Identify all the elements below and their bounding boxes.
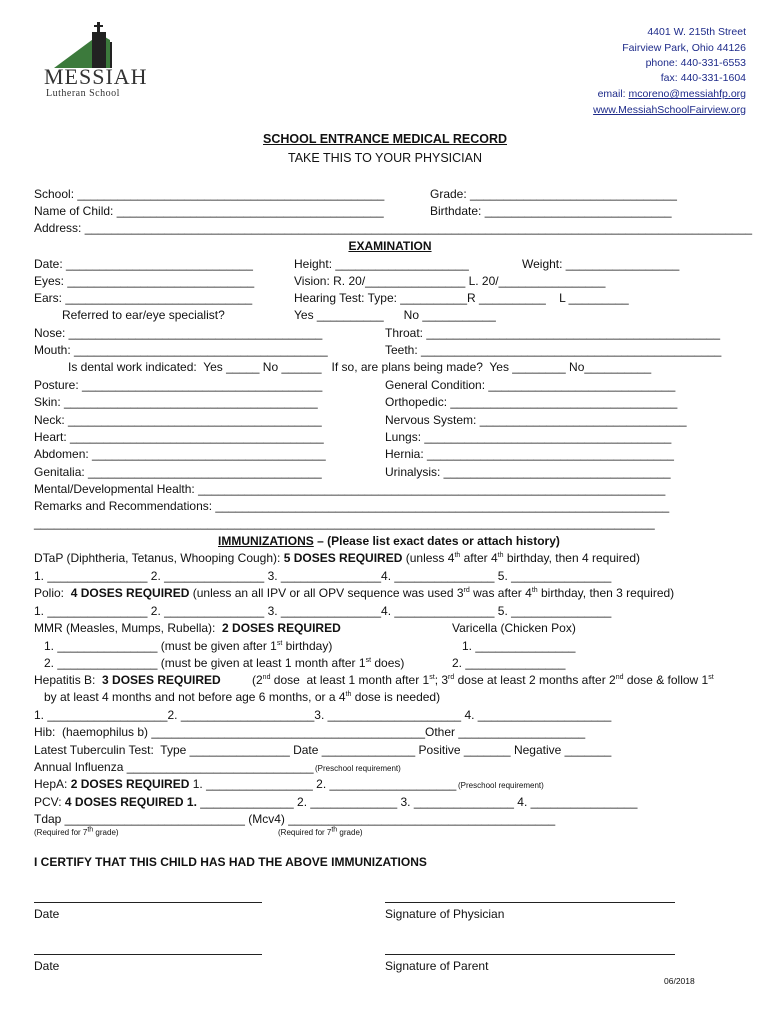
dtap-name: DTaP (Diphtheria, Tetanus, Whooping Cough): [34, 551, 284, 565]
genitalia-field[interactable]: Genitalia: ___________________________________ [34, 465, 322, 479]
mental-health-field[interactable]: Mental/Developmental Health: ______________________________________________________________________ [34, 482, 666, 496]
polio-note-1: (unless an all IPV or all OPV sequence was used 3 [189, 586, 464, 600]
sup-th: th [531, 587, 538, 594]
school-field[interactable]: School: ______________________________________________ [34, 187, 385, 201]
mmr-required: 2 DOSES REQUIRED [222, 621, 341, 635]
pcv-name: PCV: [34, 795, 65, 809]
req-7th-tdap [34, 826, 119, 837]
preschool-note-flu: (Preschool requirement) [315, 764, 401, 773]
hepa-required: 2 DOSES REQUIRED [70, 777, 190, 791]
dtap-required: 5 DOSES REQUIRED [283, 551, 403, 565]
logo-sub: Lutheran School [46, 88, 120, 99]
date-signature-line-2[interactable] [34, 954, 262, 955]
birthdate-field[interactable]: Birthdate: ____________________________ [430, 204, 672, 218]
sup-st: st [429, 674, 435, 681]
sup-th: th [454, 552, 461, 559]
req-7th-a: (Required for 7 [278, 828, 332, 837]
parent-signature-label: Signature of Parent [385, 959, 489, 973]
grade-field[interactable]: Grade: _______________________________ [430, 187, 677, 201]
dtap-note-3: birthday, then 4 required) [503, 551, 641, 565]
nervous-system-field[interactable]: Nervous System: _______________________________ [385, 413, 687, 427]
hepb-doses-field[interactable]: 1. __________________2. ____________________3. ____________________ 4. ____________________ [34, 708, 612, 722]
polio-required: 4 DOSES REQUIRED [70, 586, 190, 600]
contact-website-row [593, 104, 746, 116]
req-7th-mcv4 [278, 826, 363, 837]
eyes-field[interactable]: Eyes: ____________________________ [34, 274, 255, 288]
sup-rd: rd [448, 674, 455, 681]
hepb-note-d: dose at least 2 months after 2 [454, 673, 616, 687]
hepb-note-b: dose at least 1 month after 1 [270, 673, 430, 687]
immunizations-title: IMMUNIZATIONS [218, 534, 314, 548]
physician-signature-label: Signature of Physician [385, 907, 505, 921]
sup-th: th [87, 826, 94, 834]
referred-label: Referred to ear/eye specialist? [62, 308, 225, 322]
dtap-note-2: after 4 [460, 551, 498, 565]
pcv-required: 4 DOSES REQUIRED 1. [64, 795, 197, 809]
address-field[interactable]: Address: ____________________________________________________________________________________________________ [34, 221, 753, 235]
contact-address: 4401 W. 215th Street [647, 26, 746, 38]
contact-city: Fairview Park, Ohio 44126 [622, 42, 746, 54]
varicella-label: Varicella (Chicken Pox) [452, 621, 576, 635]
mmr-dose-1-field[interactable] [44, 640, 332, 652]
heart-field[interactable]: Heart: ______________________________________ [34, 430, 324, 444]
date-signature-line-1[interactable] [34, 902, 262, 903]
polio-note-2: was after 4 [469, 586, 532, 600]
form-subtitle: TAKE THIS TO YOUR PHYSICIAN [287, 151, 483, 165]
sup-th: th [497, 552, 504, 559]
hepb-note-2b: dose is needed) [351, 690, 441, 704]
remarks-extra-line[interactable]: _____________________________________________________________________________________________ [34, 516, 655, 530]
dental-field[interactable]: Is dental work indicated: Yes _____ No ______ If so, are plans being made? Yes ________ No__________ [68, 360, 652, 374]
height-field[interactable]: Height: ____________________ [294, 257, 469, 271]
hepb-note-2 [44, 691, 440, 703]
hepb-name: Hepatitis B: [34, 673, 103, 687]
immunizations-heading [218, 535, 560, 547]
mmr-name: MMR (Measles, Mumps, Rubella): [34, 621, 223, 635]
mouth-field[interactable]: Mouth: ______________________________________ [34, 343, 328, 357]
teeth-field[interactable]: Teeth: _____________________________________________ [385, 343, 722, 357]
req-7th-b: grade) [93, 828, 119, 837]
physician-signature-line[interactable] [385, 902, 675, 903]
hepb-note-e: dose & follow 1 [623, 673, 709, 687]
date-label-2: Date [34, 959, 60, 973]
req-7th-a: (Required for 7 [34, 828, 88, 837]
lungs-field[interactable]: Lungs: _____________________________________ [385, 430, 672, 444]
mmr-dose-2-field[interactable] [44, 657, 404, 669]
hib-field[interactable]: Hib: (haemophilus b) _________________________________________Other ___________________ [34, 725, 586, 739]
hearing-field[interactable]: Hearing Test: Type: __________R __________ L _________ [294, 291, 629, 305]
contact-email-label: email: [597, 88, 629, 100]
sup-th: th [331, 826, 338, 834]
preschool-note-hepa: (Preschool requirement) [458, 781, 544, 790]
hernia-field[interactable]: Hernia: _____________________________________ [385, 447, 674, 461]
sup-rd: rd [463, 587, 470, 594]
exam-heading: EXAMINATION [348, 239, 432, 253]
throat-field[interactable]: Throat: ____________________________________________ [385, 326, 720, 340]
sup-th: th [345, 691, 352, 698]
hepa-doses[interactable]: 1. ________________ 2. ___________________ [189, 777, 457, 791]
nose-field[interactable]: Nose: ______________________________________ [34, 326, 323, 340]
hepb-note-2a: by at least 4 months and not before age 6 months, or a 4 [44, 690, 346, 704]
sup-nd: nd [262, 674, 271, 681]
weight-field[interactable]: Weight: _________________ [522, 257, 680, 271]
ears-field[interactable]: Ears: ____________________________ [34, 291, 253, 305]
posture-field[interactable]: Posture: ____________________________________ [34, 378, 323, 392]
sup-st: st [365, 657, 372, 664]
pcv-field[interactable] [34, 796, 637, 808]
polio-name: Polio: [34, 586, 71, 600]
sup-nd: nd [615, 674, 624, 681]
general-condition-field[interactable]: General Condition: ____________________________ [385, 378, 676, 392]
child-name-field[interactable]: Name of Child: ________________________________________ [34, 204, 384, 218]
orthopedic-field[interactable]: Orthopedic: __________________________________ [385, 395, 678, 409]
dtap-label [34, 552, 640, 564]
polio-label [34, 587, 674, 599]
contact-fax: fax: 440-331-1604 [660, 72, 746, 84]
sup-st: st [708, 674, 714, 681]
hepb-note [252, 674, 714, 686]
tb-test-field[interactable]: Latest Tuberculin Test: Type _______________ Date ______________ Positive _______ Negative _______ [34, 743, 612, 757]
logo-name: MESSIAH [44, 64, 148, 89]
form-title: SCHOOL ENTRANCE MEDICAL RECORD [263, 132, 507, 146]
contact-website-link[interactable]: www.MessiahSchoolFairview.org [593, 104, 746, 116]
varicella-dose-1-field[interactable]: 1. _______________ [462, 639, 576, 653]
mmr-dose-2-note: does) [371, 656, 405, 670]
tdap-mcv4-field[interactable]: Tdap ___________________________ (Mcv4) ________________________________________ [34, 812, 556, 826]
polio-note-3: birthday, then 3 required) [537, 586, 675, 600]
exam-date-field[interactable]: Date: ____________________________ [34, 257, 253, 271]
school-logo [40, 20, 150, 100]
contact-email-link[interactable]: mcoreno@messiahfp.org [628, 88, 746, 100]
hepa-name: HepA: [34, 777, 71, 791]
mmr-dose-2-text[interactable]: 2. _______________ (must be given at least 1 month after 1 [44, 656, 366, 670]
vision-field[interactable]: Vision: R. 20/_______________ L. 20/________________ [294, 274, 606, 288]
contact-email-row [598, 88, 746, 100]
hepb-required: 3 DOSES REQUIRED [102, 673, 221, 687]
mmr-dose-1-text[interactable]: 1. _______________ (must be given after 1 [44, 639, 277, 653]
skin-field[interactable]: Skin: ______________________________________ [34, 395, 318, 409]
urinalysis-field[interactable]: Urinalysis: __________________________________ [385, 465, 671, 479]
hepa-field[interactable] [34, 778, 456, 790]
parent-signature-line[interactable] [385, 954, 675, 955]
dtap-note-1: (unless 4 [402, 551, 455, 565]
certify-statement: I CERTIFY THAT THIS CHILD HAS HAD THE ABOVE IMMUNIZATIONS [34, 855, 427, 869]
mmr-label [34, 622, 341, 634]
hepb-note-a: (2 [252, 673, 263, 687]
req-7th-b: grade) [337, 828, 363, 837]
date-label-1: Date [34, 907, 60, 921]
contact-phone: phone: 440-331-6553 [645, 57, 746, 69]
varicella-dose-2-field[interactable]: 2. _______________ [452, 656, 566, 670]
sup-st: st [276, 640, 283, 647]
hepb-label [34, 674, 221, 686]
immunizations-instructions: – (Please list exact dates or attach history) [313, 534, 560, 548]
neck-field[interactable]: Neck: ______________________________________ [34, 413, 322, 427]
referred-yesno-field[interactable]: Yes __________ No ___________ [294, 308, 496, 322]
pcv-doses[interactable]: ______________ 2. _____________ 3. _______________ 4. ________________ [196, 795, 638, 809]
dtap-doses-field[interactable]: 1. _______________ 2. _______________ 3. _______________4. _______________ 5. _______________ [34, 569, 612, 583]
mmr-dose-1-note: birthday) [282, 639, 333, 653]
polio-doses-field[interactable]: 1. _______________ 2. _______________ 3. _______________4. _______________ 5. _______________ [34, 604, 612, 618]
influenza-field[interactable]: Annual Influenza ____________________________ [34, 760, 314, 774]
form-version: 06/2018 [664, 976, 695, 986]
hepb-note-c: ; 3 [434, 673, 449, 687]
abdomen-field[interactable]: Abdomen: ___________________________________ [34, 447, 326, 461]
remarks-field[interactable]: Remarks and Recommendations: ____________________________________________________________________ [34, 499, 670, 513]
